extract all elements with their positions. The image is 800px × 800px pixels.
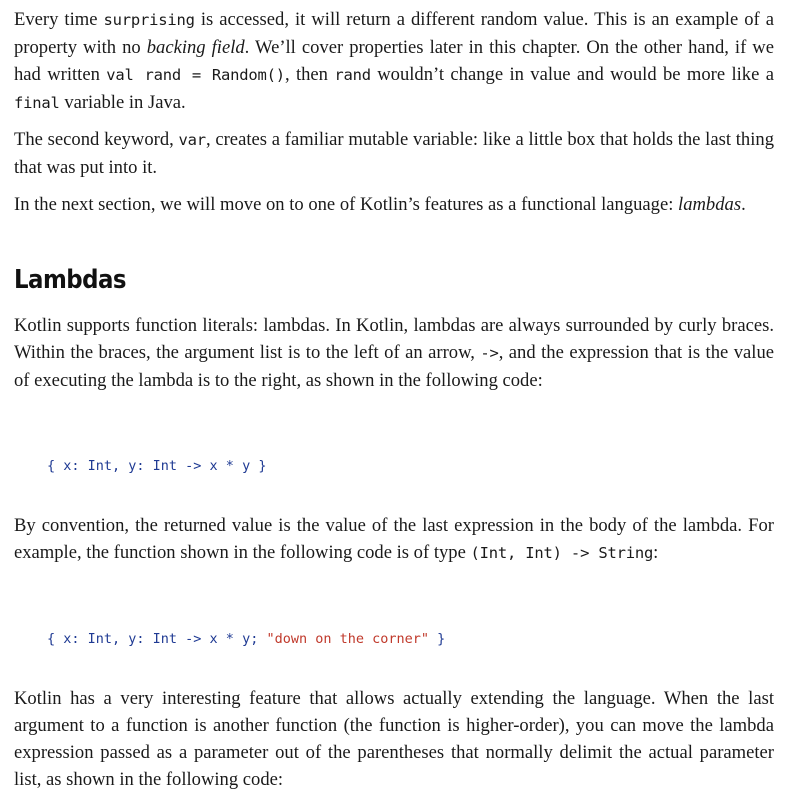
section-heading: Lambdas	[14, 265, 126, 295]
text: . We’ll cover properties later in this chapter. On the other hand, if we had written	[14, 37, 774, 85]
text: , and the expression that is the value of executing the lambda is to the right, as shown in the following code:	[14, 342, 774, 391]
emphasis: backing field	[146, 37, 245, 58]
code-inline: var	[178, 131, 206, 149]
paragraph-convention	[14, 512, 774, 567]
code-inline: surprising	[103, 11, 195, 29]
paragraph-next-section	[14, 191, 774, 218]
code-inline: final	[14, 94, 60, 112]
paragraph-extending	[14, 685, 774, 793]
code-inline: val rand = Random()	[106, 66, 285, 84]
paragraph-var	[14, 126, 774, 181]
text: In the next section, we will move on to one of Kotlin’s features as a functional language:	[14, 194, 679, 215]
text: Every time	[14, 9, 104, 30]
text: , then	[284, 64, 335, 85]
paragraph-lambdas	[14, 312, 774, 394]
paragraph-surprising	[14, 6, 774, 117]
text: is accessed, it will return a different random value. This is an example of a property with no	[14, 9, 774, 58]
text: :	[653, 542, 659, 563]
text: , creates a familiar mutable variable: like a little box that holds the last thing that was put into it.	[14, 129, 774, 178]
text: By convention, the returned value is the value of the last expression in the body of the lambda. For example, the function shown in the following code is of type	[14, 515, 774, 563]
code-inline: rand	[334, 66, 371, 84]
code-inline: ->	[480, 344, 499, 362]
code-block-lambda-string	[14, 631, 445, 647]
code-string: "down on the corner"	[266, 631, 430, 647]
text: variable in Java.	[59, 92, 186, 113]
text: wouldn’t change in value and would be more like a	[370, 64, 774, 85]
emphasis: lambdas	[678, 194, 742, 215]
code-text: { x: Int, y: Int -> x * y }	[47, 458, 267, 474]
text: .	[741, 194, 746, 215]
code-text: { x: Int, y: Int -> x * y;	[47, 631, 267, 647]
code-inline: (Int, Int) -> String	[470, 544, 654, 562]
code-block-lambda	[14, 458, 266, 474]
text: The second keyword,	[14, 129, 179, 150]
text: Kotlin has a very interesting feature that allows actually extending the language. When the last argument to a function is another function (the function is higher-order), you can move the lambda expression passed as a parameter out of the parentheses that normally delimit the actual parameter list, as shown in the following code:	[14, 688, 774, 790]
text: Kotlin supports function literals: lambdas. In Kotlin, lambdas are always surrounded by curly braces. Within the braces, the argument list is to the left of an arrow,	[14, 315, 774, 363]
code-text: }	[429, 631, 446, 647]
